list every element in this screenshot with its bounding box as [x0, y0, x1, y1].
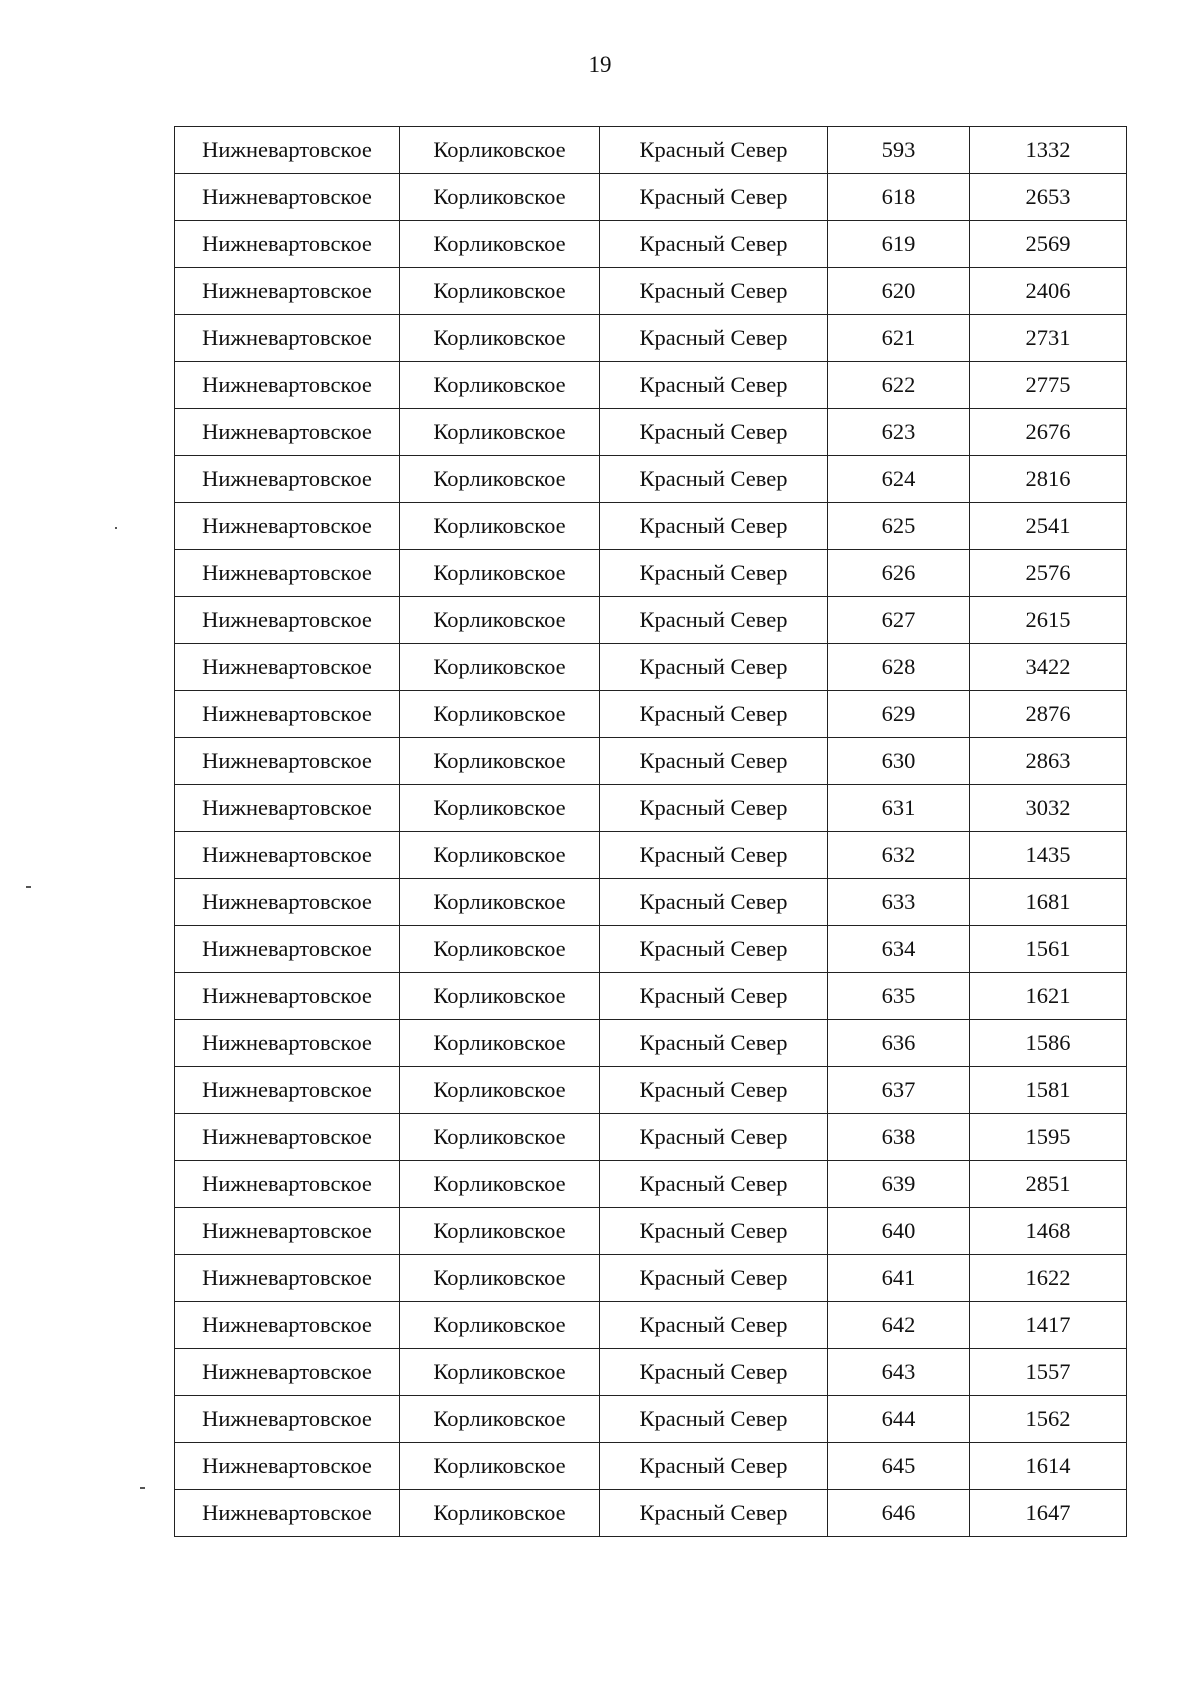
district-cell: Нижневартовское — [175, 268, 400, 315]
number-cell: 630 — [828, 738, 970, 785]
number-cell: 644 — [828, 1396, 970, 1443]
value-cell: 1647 — [970, 1490, 1127, 1537]
settlement-cell: Корликовское — [400, 644, 600, 691]
value-cell: 2731 — [970, 315, 1127, 362]
table-row — [175, 1161, 1127, 1208]
locality-cell: Красный Север — [600, 127, 828, 174]
value-cell: 1614 — [970, 1443, 1127, 1490]
table-row — [175, 315, 1127, 362]
scan-speck — [115, 527, 117, 529]
table-row — [175, 1208, 1127, 1255]
table-row — [175, 1067, 1127, 1114]
number-cell: 593 — [828, 127, 970, 174]
locality-cell: Красный Север — [600, 1114, 828, 1161]
table-row — [175, 362, 1127, 409]
number-cell: 619 — [828, 221, 970, 268]
locality-cell: Красный Север — [600, 362, 828, 409]
value-cell: 3422 — [970, 644, 1127, 691]
number-cell: 633 — [828, 879, 970, 926]
table-row — [175, 644, 1127, 691]
table-row — [175, 1114, 1127, 1161]
locality-cell: Красный Север — [600, 1490, 828, 1537]
district-cell: Нижневартовское — [175, 926, 400, 973]
locality-cell: Красный Север — [600, 738, 828, 785]
table-row — [175, 597, 1127, 644]
value-cell: 1586 — [970, 1020, 1127, 1067]
table-row — [175, 174, 1127, 221]
settlement-cell: Корликовское — [400, 315, 600, 362]
value-cell: 1681 — [970, 879, 1127, 926]
value-cell: 1561 — [970, 926, 1127, 973]
table-row — [175, 1396, 1127, 1443]
district-cell: Нижневартовское — [175, 1255, 400, 1302]
district-cell: Нижневартовское — [175, 785, 400, 832]
settlement-cell: Корликовское — [400, 691, 600, 738]
locality-cell: Красный Север — [600, 1443, 828, 1490]
settlement-cell: Корликовское — [400, 879, 600, 926]
value-cell: 2615 — [970, 597, 1127, 644]
number-cell: 618 — [828, 174, 970, 221]
settlement-cell: Корликовское — [400, 1349, 600, 1396]
district-cell: Нижневартовское — [175, 503, 400, 550]
settlement-cell: Корликовское — [400, 1208, 600, 1255]
number-cell: 626 — [828, 550, 970, 597]
settlement-cell: Корликовское — [400, 362, 600, 409]
locality-cell: Красный Север — [600, 550, 828, 597]
number-cell: 643 — [828, 1349, 970, 1396]
district-cell: Нижневартовское — [175, 691, 400, 738]
locality-cell: Красный Север — [600, 1349, 828, 1396]
value-cell: 1595 — [970, 1114, 1127, 1161]
settlement-cell: Корликовское — [400, 409, 600, 456]
locality-cell: Красный Север — [600, 1396, 828, 1443]
district-cell: Нижневартовское — [175, 550, 400, 597]
locality-cell: Красный Север — [600, 174, 828, 221]
settlement-cell: Корликовское — [400, 1161, 600, 1208]
value-cell: 1622 — [970, 1255, 1127, 1302]
district-cell: Нижневартовское — [175, 1349, 400, 1396]
number-cell: 622 — [828, 362, 970, 409]
table-row — [175, 503, 1127, 550]
value-cell: 2576 — [970, 550, 1127, 597]
district-cell: Нижневартовское — [175, 127, 400, 174]
settlement-cell: Корликовское — [400, 127, 600, 174]
table-row — [175, 221, 1127, 268]
settlement-cell: Корликовское — [400, 832, 600, 879]
district-cell: Нижневартовское — [175, 973, 400, 1020]
locality-cell: Красный Север — [600, 1208, 828, 1255]
value-cell: 2816 — [970, 456, 1127, 503]
number-cell: 638 — [828, 1114, 970, 1161]
value-cell: 2569 — [970, 221, 1127, 268]
locality-cell: Красный Север — [600, 1020, 828, 1067]
number-cell: 640 — [828, 1208, 970, 1255]
district-cell: Нижневартовское — [175, 409, 400, 456]
locality-cell: Красный Север — [600, 785, 828, 832]
settlement-cell: Корликовское — [400, 1255, 600, 1302]
table-row — [175, 1255, 1127, 1302]
number-cell: 629 — [828, 691, 970, 738]
table-row — [175, 1349, 1127, 1396]
value-cell: 1581 — [970, 1067, 1127, 1114]
settlement-cell: Корликовское — [400, 785, 600, 832]
number-cell: 631 — [828, 785, 970, 832]
district-cell: Нижневартовское — [175, 1490, 400, 1537]
table-row — [175, 738, 1127, 785]
value-cell: 2676 — [970, 409, 1127, 456]
table-row — [175, 1020, 1127, 1067]
locality-cell: Красный Север — [600, 456, 828, 503]
number-cell: 637 — [828, 1067, 970, 1114]
number-cell: 634 — [828, 926, 970, 973]
table-row — [175, 832, 1127, 879]
table-row — [175, 785, 1127, 832]
locality-cell: Красный Север — [600, 597, 828, 644]
locality-cell: Красный Север — [600, 879, 828, 926]
table-row — [175, 926, 1127, 973]
number-cell: 636 — [828, 1020, 970, 1067]
district-cell: Нижневартовское — [175, 597, 400, 644]
number-cell: 624 — [828, 456, 970, 503]
district-cell: Нижневартовское — [175, 174, 400, 221]
value-cell: 1435 — [970, 832, 1127, 879]
value-cell: 1557 — [970, 1349, 1127, 1396]
locality-cell: Красный Север — [600, 1067, 828, 1114]
number-cell: 635 — [828, 973, 970, 1020]
settlement-cell: Корликовское — [400, 1114, 600, 1161]
value-cell: 2851 — [970, 1161, 1127, 1208]
settlement-cell: Корликовское — [400, 1443, 600, 1490]
scan-speck — [26, 886, 31, 888]
locality-cell: Красный Север — [600, 644, 828, 691]
district-cell: Нижневартовское — [175, 1020, 400, 1067]
number-cell: 620 — [828, 268, 970, 315]
number-cell: 632 — [828, 832, 970, 879]
value-cell: 1417 — [970, 1302, 1127, 1349]
district-cell: Нижневартовское — [175, 832, 400, 879]
locality-cell: Красный Север — [600, 268, 828, 315]
locality-cell: Красный Север — [600, 691, 828, 738]
locality-cell: Красный Север — [600, 973, 828, 1020]
district-cell: Нижневартовское — [175, 1396, 400, 1443]
district-cell: Нижневартовское — [175, 221, 400, 268]
district-cell: Нижневартовское — [175, 362, 400, 409]
locality-cell: Красный Север — [600, 1255, 828, 1302]
locality-cell: Красный Север — [600, 409, 828, 456]
table-body — [175, 127, 1127, 1537]
settlement-cell: Корликовское — [400, 738, 600, 785]
number-cell: 642 — [828, 1302, 970, 1349]
locality-cell: Красный Север — [600, 503, 828, 550]
table-row — [175, 1443, 1127, 1490]
data-table — [174, 126, 1127, 1537]
number-cell: 625 — [828, 503, 970, 550]
locality-cell: Красный Север — [600, 1161, 828, 1208]
settlement-cell: Корликовское — [400, 1020, 600, 1067]
settlement-cell: Корликовское — [400, 174, 600, 221]
value-cell: 1332 — [970, 127, 1127, 174]
table-row — [175, 973, 1127, 1020]
district-cell: Нижневартовское — [175, 1443, 400, 1490]
page-number: 19 — [588, 52, 612, 77]
locality-cell: Красный Север — [600, 221, 828, 268]
value-cell: 2775 — [970, 362, 1127, 409]
number-cell: 641 — [828, 1255, 970, 1302]
number-cell: 639 — [828, 1161, 970, 1208]
settlement-cell: Корликовское — [400, 503, 600, 550]
table-row — [175, 1490, 1127, 1537]
table-row — [175, 456, 1127, 503]
table-row — [175, 691, 1127, 738]
settlement-cell: Корликовское — [400, 268, 600, 315]
district-cell: Нижневартовское — [175, 315, 400, 362]
settlement-cell: Корликовское — [400, 926, 600, 973]
value-cell: 3032 — [970, 785, 1127, 832]
district-cell: Нижневартовское — [175, 456, 400, 503]
value-cell: 2653 — [970, 174, 1127, 221]
table-row — [175, 879, 1127, 926]
district-cell: Нижневартовское — [175, 1208, 400, 1255]
value-cell: 2863 — [970, 738, 1127, 785]
number-cell: 646 — [828, 1490, 970, 1537]
settlement-cell: Корликовское — [400, 456, 600, 503]
settlement-cell: Корликовское — [400, 973, 600, 1020]
number-cell: 645 — [828, 1443, 970, 1490]
table-row — [175, 127, 1127, 174]
district-cell: Нижневартовское — [175, 738, 400, 785]
value-cell: 2876 — [970, 691, 1127, 738]
number-cell: 621 — [828, 315, 970, 362]
district-cell: Нижневартовское — [175, 1067, 400, 1114]
scan-speck — [140, 1487, 145, 1489]
district-cell: Нижневартовское — [175, 644, 400, 691]
value-cell: 2406 — [970, 268, 1127, 315]
number-cell: 627 — [828, 597, 970, 644]
locality-cell: Красный Север — [600, 1302, 828, 1349]
settlement-cell: Корликовское — [400, 1490, 600, 1537]
value-cell: 2541 — [970, 503, 1127, 550]
table-row — [175, 409, 1127, 456]
settlement-cell: Корликовское — [400, 1067, 600, 1114]
district-cell: Нижневартовское — [175, 1302, 400, 1349]
number-cell: 628 — [828, 644, 970, 691]
locality-cell: Красный Север — [600, 832, 828, 879]
settlement-cell: Корликовское — [400, 550, 600, 597]
number-cell: 623 — [828, 409, 970, 456]
district-cell: Нижневартовское — [175, 879, 400, 926]
value-cell: 1562 — [970, 1396, 1127, 1443]
table-row — [175, 550, 1127, 597]
district-cell: Нижневартовское — [175, 1114, 400, 1161]
table-row — [175, 1302, 1127, 1349]
locality-cell: Красный Север — [600, 926, 828, 973]
settlement-cell: Корликовское — [400, 1396, 600, 1443]
district-cell: Нижневартовское — [175, 1161, 400, 1208]
value-cell: 1468 — [970, 1208, 1127, 1255]
locality-cell: Красный Север — [600, 315, 828, 362]
settlement-cell: Корликовское — [400, 1302, 600, 1349]
settlement-cell: Корликовское — [400, 221, 600, 268]
settlement-cell: Корликовское — [400, 597, 600, 644]
table-row — [175, 268, 1127, 315]
value-cell: 1621 — [970, 973, 1127, 1020]
